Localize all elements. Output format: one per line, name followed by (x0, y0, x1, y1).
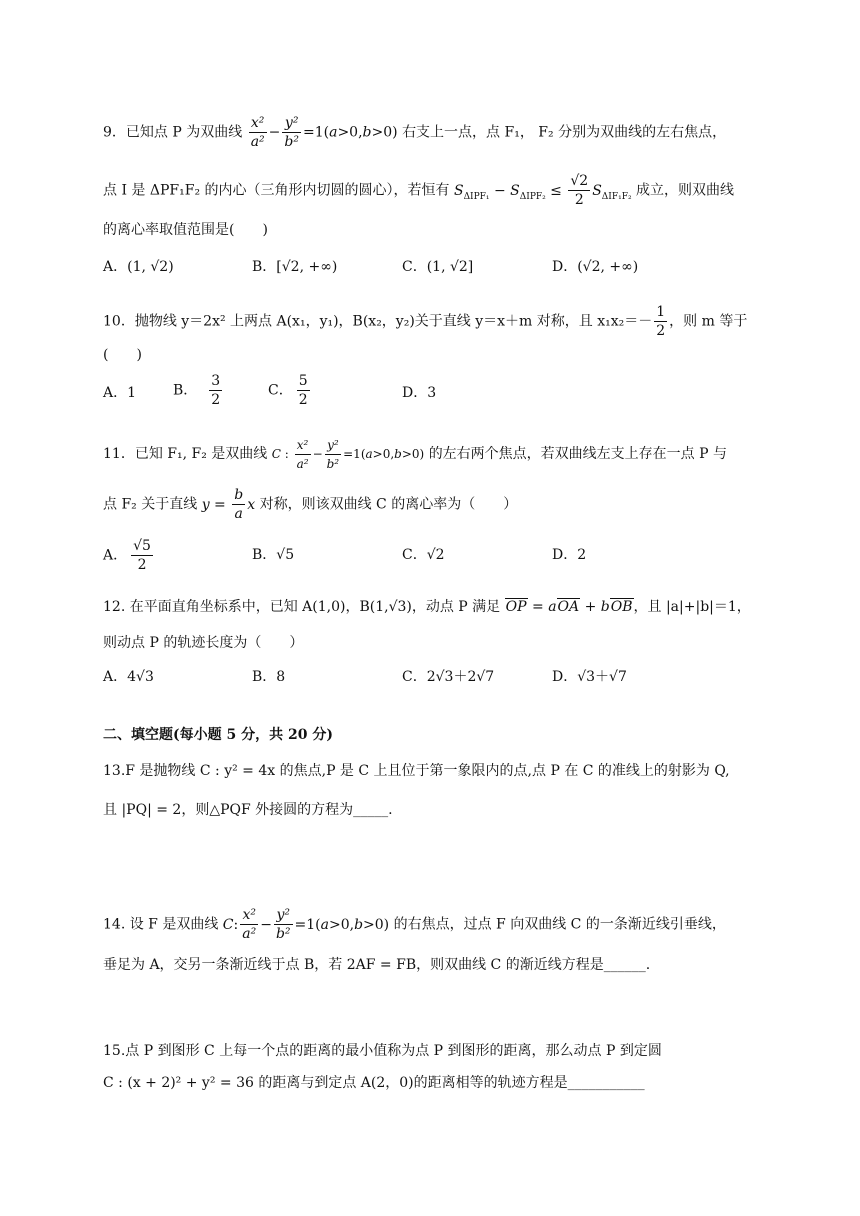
q11-text-1a: 11．已知 F₁, F₂ 是双曲线 (103, 446, 268, 462)
q11-option-a (103, 537, 155, 574)
q10-half-frac: $\frac{1}{2}$ (656, 304, 666, 339)
q12-option-d: D．√3＋√7 (552, 669, 627, 685)
q9-text-2a: 点 I 是 ΔPF₁F₂ 的内心（三角形内切圆的圆心），若恒有 (103, 182, 450, 199)
q12-line2: 则动点 P 的轨迹长度为（ ） (103, 635, 304, 651)
q9-text-2b: 成立，则双曲线 (636, 182, 735, 199)
q12-option-b: B．8 (252, 669, 286, 685)
q13-line1: 13.F 是抛物线 C : y² = 4x 的焦点,P 是 C 上且位于第一象限内的点,点 P 在 C 的准线上的射影为 Q, (103, 763, 730, 779)
q13-line2: 且 |PQ| = 2，则△PQF 外接圆的方程为_____. (103, 802, 393, 818)
q10-text-1b: ，则 m 等于 (669, 313, 748, 330)
q9-option-b: B．[√2, +∞) (252, 259, 338, 275)
q11-text-2b: 对称，则该双曲线 C 的离心率为（ ） (259, 496, 518, 513)
q12-line1 (103, 597, 751, 617)
q10-option-c-frac: $\frac{5}{2}$ (298, 373, 308, 408)
q9-text-1a: 9．已知点 P 为双曲线 (103, 124, 243, 141)
q12-text-1a: 12. 在平面直角坐标系中，已知 A(1,0)，B(1,√3)，动点 P 满足 (103, 599, 501, 615)
q9-hyperbola-y-frac: $\frac{\text{y²}}{\text{b²}}$ (284, 115, 299, 150)
q9-text-1b: 右支上一点，点 F₁， F₂ 分别为双曲线的左右焦点， (402, 124, 727, 141)
q9-option-a: A．(1, √2) (103, 259, 174, 275)
q11-line-eq: y = $\frac{b}{a}$ x (201, 487, 256, 522)
q11-option-a-label: A． (103, 547, 128, 564)
q9-hyperbola-condition: =1(a>0,b>0) (302, 124, 398, 141)
q15-line2: C : (x + 2)² + y² = 36 的距离与到定点 A(2，0)的距离相等的轨迹方程是___________ (103, 1075, 645, 1091)
q9-option-d: D．(√2, +∞) (552, 259, 639, 275)
q12-text-1b: ，且 |a|+|b|＝1， (633, 599, 751, 615)
q15-line1: 15.点 P 到图形 C 上每一个点的距离的最小值称为点 P 到图形的距离，那么动点 P 到定圆 (103, 1043, 662, 1059)
q14-text-1b: 的右焦点，过点 F 向双曲线 C 的一条渐近线引垂线， (393, 916, 726, 933)
q10-option-b (173, 372, 224, 409)
section-heading-fill-in: 二、填空题(每小题 5 分，共 20 分) (103, 727, 333, 743)
q14-hyperbola-eq: C: $\frac{\text{x²}}{\text{a²}}$ − $\frac{\text{y²}}{\text{b²}}$ =1(a>0,b>0) (222, 907, 390, 942)
q10-line2: ( ) (103, 347, 142, 363)
q14-line1 (103, 906, 726, 943)
q14-line2: 垂足为 A，交另一条渐近线于点 B，若 2AF = FB，则双曲线 C 的渐近线方程是______. (103, 957, 651, 973)
q12-option-a: A．4√3 (103, 669, 154, 685)
q9-line2 (103, 172, 734, 209)
q11-option-c: C．√2 (402, 547, 445, 563)
q11-option-d: D．2 (552, 547, 587, 563)
q10-line1 (103, 303, 747, 340)
q11-text-1b: 的左右两个焦点，若双曲线左支上存在一点 P 与 (428, 446, 728, 462)
q12-option-c: C．2√3＋2√7 (402, 669, 495, 685)
q11-line1 (103, 436, 727, 473)
q10-option-d: D．3 (402, 385, 437, 401)
q11-option-b: B．√5 (252, 547, 295, 563)
q10-option-a: A．1 (103, 385, 137, 401)
q11-option-a-frac: $\frac{√5}{2}$ (133, 538, 151, 573)
q9-line1: 9．已知点 P 为双曲线 $\frac{\text{x²}}{\text{a²}}$ − $\frac{\text{y²}}{\text{b²}}$ =1(a>0,b>0) 右支上一点，点 F₁， F₂ 分别为双曲线的左右焦点， (103, 115, 727, 150)
q11-line2 (103, 486, 517, 523)
q10-option-c-label: C． (268, 382, 293, 399)
q9-option-c: C．(1, √2] (402, 259, 474, 275)
q9-area-inequality: $S_{\Delta IPF_1} - S_{\Delta IPF_2}$ ≤ $\frac{√2}{2}$ $S_{\Delta IF_1F_2}$ (453, 173, 632, 208)
q10-option-b-label: B． (173, 382, 198, 399)
q10-text-1a: 10．抛物线 y＝2x² 上两点 A(x₁，y₁)，B(x₂，y₂)关于直线 y＝x＋m 对称，且 x₁x₂＝－ (103, 313, 653, 330)
q9-hyperbola-x-frac: $\frac{\text{x²}}{\text{a²}}$ (250, 115, 265, 150)
q14-text-1a: 14. 设 F 是双曲线 (103, 916, 219, 933)
q9-line3: 的离心率取值范围是( ) (103, 222, 268, 238)
q11-text-2a: 点 F₂ 关于直线 (103, 496, 198, 513)
q12-vector-eq: OP = aOA + bOB (505, 599, 633, 615)
q10-option-c (268, 372, 312, 409)
q11-hyperbola-eq: C : $\frac{\text{x²}}{\text{a²}}$ − $\frac{\text{y²}}{\text{b²}}$ =1(a>0,b>0) (271, 438, 425, 471)
q10-option-b-frac: $\frac{3}{2}$ (211, 373, 221, 408)
